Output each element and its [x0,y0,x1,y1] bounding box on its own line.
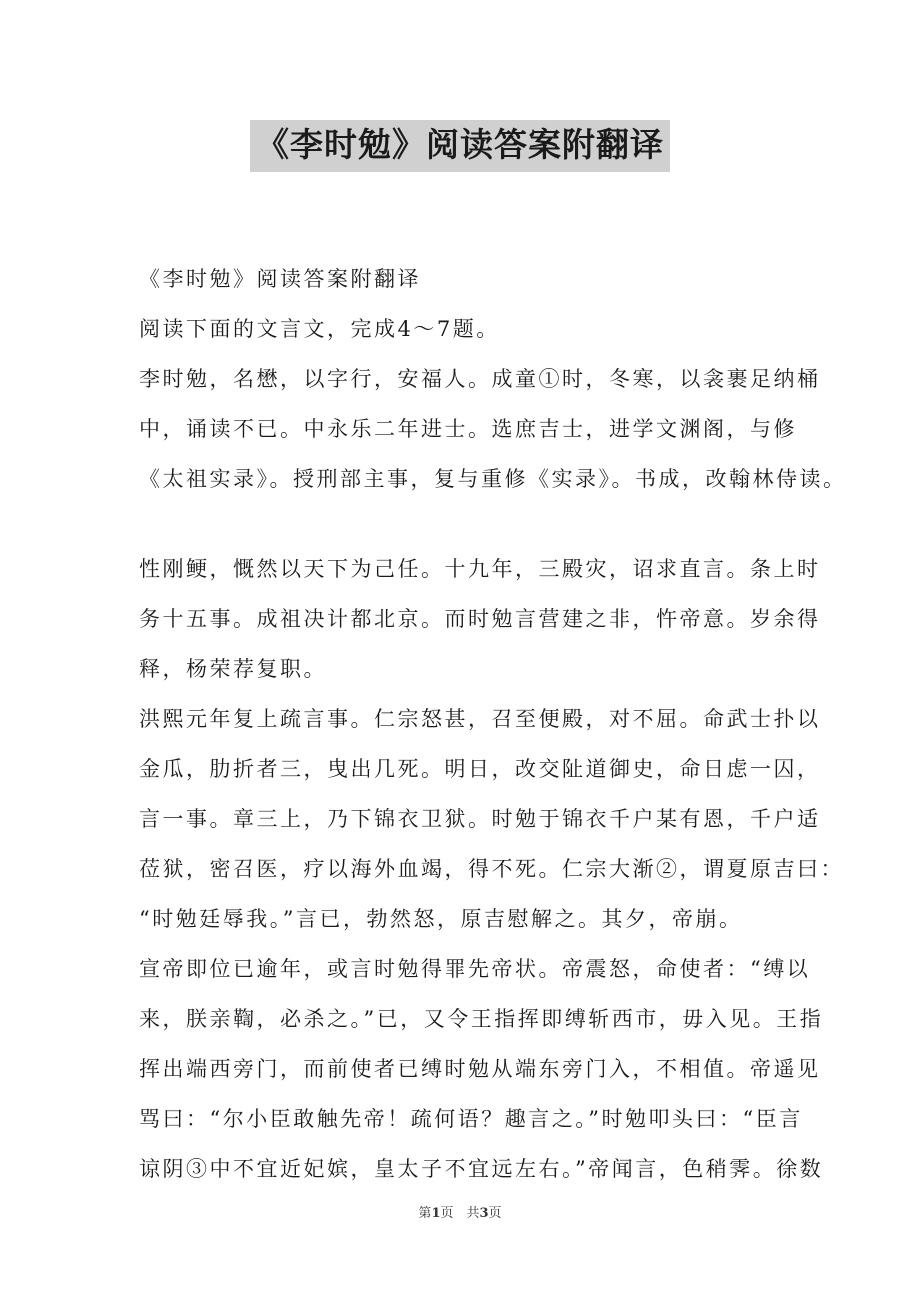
text-line: 金瓜，肋折者三，曳出几死。明日，改交阯道御史，命日虑一囚， [139,757,821,781]
text-line: 务十五事。成祖决计都北京。而时勉言营建之非，忤帝意。岁余得 [139,607,821,631]
total-page-count: 3 [479,1206,489,1221]
current-page-number: 1 [431,1206,441,1221]
page-footer [0,1206,920,1222]
paragraph-gap [139,508,799,548]
text-line: 骂曰：“尔小臣敢触先帝！疏何语？趣言之。”时勉叩头曰：“臣言 [139,1107,803,1131]
text-line: 挥出端西旁门，而前使者已缚时勉从端东旁门入，不相值。帝遥见 [139,1057,821,1081]
page-title: 《李时勉》阅读答案附翻译 [250,120,670,172]
text-line: 阅读下面的文言文，完成4～7题。 [139,317,500,341]
text-line: 来，朕亲鞫，必杀之。”已，又令王指挥即缚斩西市，毋入见。王指 [139,1007,824,1031]
text-line: 莅狱，密召医，疗以海外血竭，得不死。仁宗大渐②，谓夏原吉曰： [139,857,844,881]
text-line: 洪熙元年复上疏言事。仁宗怒甚，召至便殿，对不屈。命武士扑以 [139,707,821,731]
page-label-mid: 页 共 [440,1206,480,1221]
text-line: 言一事。章三上，乃下锦衣卫狱。时勉于锦衣千户某有恩，千户适 [139,807,821,831]
text-line: 李时勉，名懋，以字行，安福人。成童①时，冬寒，以衾裹足纳桶 [139,367,821,391]
text-line: 谅阴③中不宜近妃嫔，皇太子不宜远左右。”帝闻言，色稍霁。徐数 [139,1157,824,1181]
text-line: 性刚鲠，慨然以天下为己任。十九年，三殿灾，诏求直言。条上时 [139,557,821,581]
page-label-prefix: 第 [418,1206,432,1221]
text-line: 宣帝即位已逾年，或言时勉得罪先帝状。帝震怒，命使者：“缚以 [139,957,811,981]
text-line: 释，杨荣荐复职。 [139,657,327,681]
document-body [139,258,847,1198]
text-line: “时勉廷辱我。”言已，勃然怒，原吉慰解之。其夕，帝崩。 [139,907,743,931]
text-line: 《李时勉》阅读答案附翻译 [139,267,421,291]
text-line: 中，诵读不已。中永乐二年进士。选庶吉士，进学文渊阁，与修 [139,417,797,441]
page-label-suffix: 页 [488,1206,502,1221]
title-container [0,120,920,172]
text-line: 《太祖实录》。授刑部主事，复与重修《实录》。书成，改翰林侍读。 [139,467,847,491]
